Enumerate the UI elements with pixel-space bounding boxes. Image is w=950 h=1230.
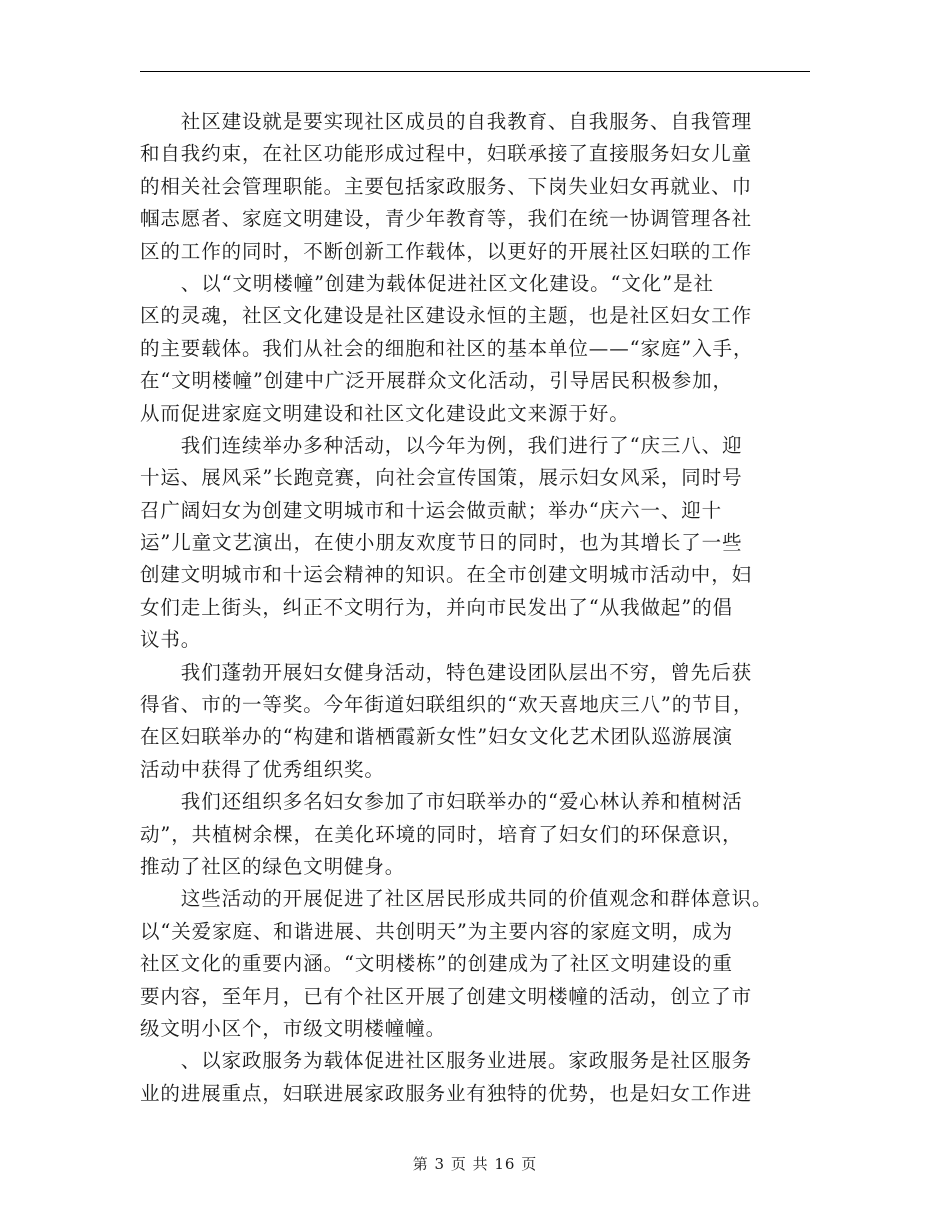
text-line: 推动了社区的绿色文明健身。 — [140, 854, 406, 878]
text-line: 从而促进家庭文明建设和社区文化建设此文来源于好。 — [140, 401, 630, 425]
text-line: 区的工作的同时，不断创新工作载体，以更好的开展社区妇联的工作 — [140, 239, 753, 263]
text-line: 社区建设就是要实现社区成员的自我教育、自我服务、自我管理 — [140, 110, 753, 133]
text-line: 议书。 — [140, 628, 202, 652]
text-line: 以“关爱家庭、和谐进展、共创明天”为主要内容的家庭文明，成为 — [140, 919, 733, 943]
text-line: 运”儿童文艺演出，在使小朋友欢度节日的同时，也为其增长了一些 — [140, 531, 743, 555]
text-line: 帼志愿者、家庭文明建设，青少年教育等，我们在统一协调管理各社 — [140, 207, 753, 231]
text-line: 级文明小区个，市级文明楼幢幢。 — [140, 1016, 447, 1040]
page-number-footer: 第 3 页 共 16 页 — [412, 1155, 538, 1173]
text-line: 十运、展风采”长跑竞赛，向社会宣传国策，展示妇女风采，同时号 — [140, 466, 743, 490]
text-line: 得省、市的一等奖。今年街道妇联组织的“欢天喜地庆三八”的节目， — [140, 693, 754, 717]
text-line: 这些活动的开展促进了社区居民形成共同的价值观念和群体意识。 — [140, 887, 773, 911]
text-line: 我们还组织多名妇女参加了市妇联举办的“爱心林认养和植树活 — [140, 790, 743, 814]
text-line: 、以家政服务为载体促进社区服务业进展。家政服务是社区服务 — [140, 1049, 753, 1073]
text-line: 召广阔妇女为创建文明城市和十运会做贡献；举办“庆六一、迎十 — [140, 498, 723, 522]
text-line: 的主要载体。我们从社会的细胞和社区的基本单位——“家庭”入手， — [140, 336, 754, 360]
text-line: 要内容，至年月，已有个社区开展了创建文明楼幢的活动，创立了市 — [140, 984, 753, 1008]
text-line: 社区文化的重要内涵。“文明楼栋”的创建成为了社区文明建设的重 — [140, 952, 733, 976]
text-line: 业的进展重点，妇联进展家政服务业有独特的优势，也是妇女工作进 — [140, 1081, 753, 1105]
text-line: 在“文明楼幢”创建中广泛开展群众文化活动，引导居民积极参加， — [140, 369, 733, 393]
text-line: 区的灵魂，社区文化建设是社区建设永恒的主题，也是社区妇女工作 — [140, 304, 753, 328]
header-rule — [140, 71, 810, 72]
text-line: 的相关社会管理职能。主要包括家政服务、下岗失业妇女再就业、巾 — [140, 174, 753, 198]
text-line: 女们走上街头，纠正不文明行为，并向市民发出了“从我做起”的倡 — [140, 595, 733, 619]
text-line: 我们蓬勃开展妇女健身活动，特色建设团队层出不穷，曾先后获 — [140, 660, 753, 684]
text-line: 活动中获得了优秀组织奖。 — [140, 757, 385, 781]
text-line: 我们连续举办多种活动，以今年为例，我们进行了“庆三八、迎 — [140, 433, 743, 457]
text-line: 和自我约束，在社区功能形成过程中，妇联承接了直接服务妇女儿童 — [140, 142, 753, 166]
text-line: 动”，共植树余棵，在美化环境的同时，培育了妇女们的环保意识， — [140, 822, 743, 846]
text-line: 、以“文明楼幢”创建为载体促进社区文化建设。“文化”是社 — [140, 271, 714, 295]
text-line: 创建文明城市和十运会精神的知识。在全市创建文明城市活动中，妇 — [140, 563, 753, 587]
document-body — [140, 106, 810, 1110]
text-line: 在区妇联举办的“构建和谐栖霞新女性”妇女文化艺术团队巡游展演 — [140, 725, 733, 749]
